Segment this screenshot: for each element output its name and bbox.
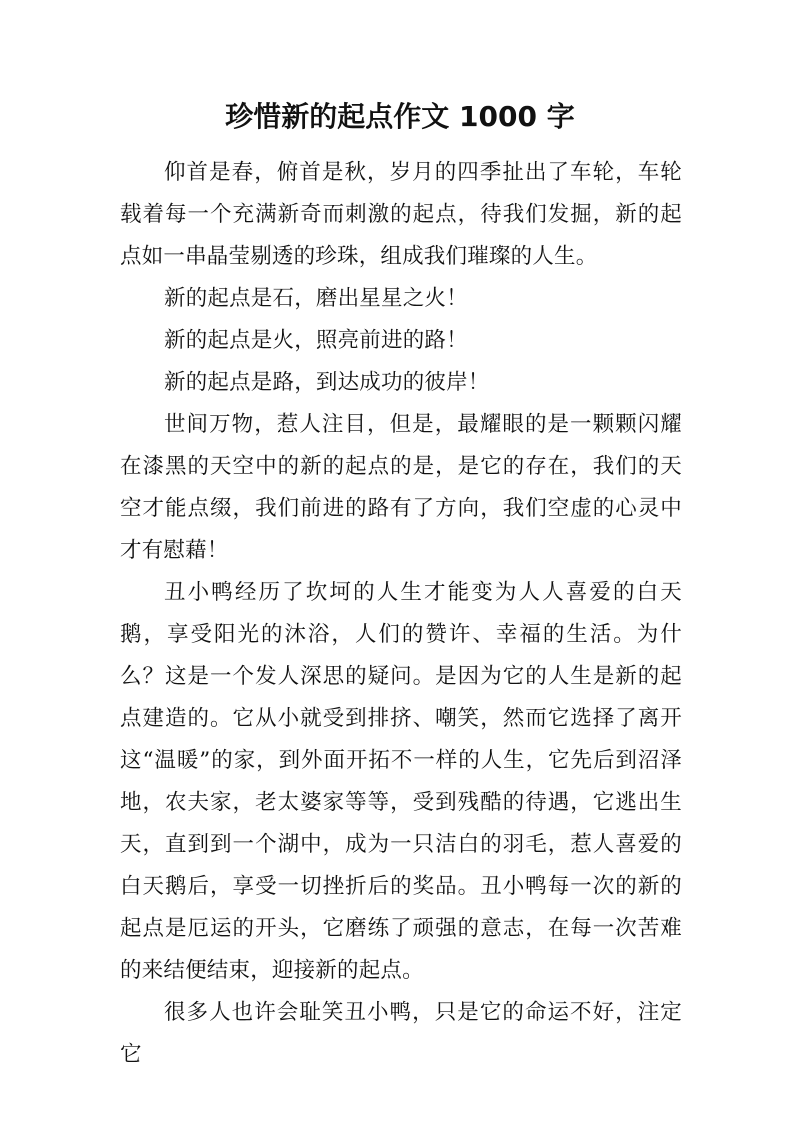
paragraph: 很多人也许会耻笑丑小鸭，只是它的命运不好，注定它 [120, 1000, 682, 1067]
paragraph: 丑小鸭经历了坎坷的人生才能变为人人喜爱的白天鹅，享受阳光的沐浴，人们的赞许、幸福的生活。为什么？这是一个发人深思的疑问。是因为它的人生是新的起点建造的。它从小就受到排挤、嘲笑，然而它选择了离开这“温暖”的家，到外面开拓不一样的人生，它先后到沼泽地，农夫家，老太婆家等等，受到残酷的待遇，它逃出生天，直到到一个湖中，成为一只洁白的羽毛，惹人喜爱的白天鹅后，享受一切挫折后的奖品。丑小鸭每一次的新的起点是厄运的开头，它磨练了顽强的意志，在每一次苦难的来结便结束，迎接新的起点。 [120, 580, 682, 983]
paragraph: 新的起点是石，磨出星星之火！ [164, 286, 468, 311]
paragraph: 新的起点是路，到达成功的彼岸！ [164, 370, 490, 395]
paragraph: 新的起点是火，照亮前进的路！ [164, 328, 468, 353]
document-title: 珍惜新的起点作文 1000 字 [225, 100, 575, 133]
paragraph: 仰首是春，俯首是秋，岁月的四季扯出了车轮，车轮载着每一个充满新奇而刺激的起点，待我们发掘，新的起点如一串晶莹剔透的珍珠，组成我们璀璨的人生。 [120, 160, 682, 269]
document-body [120, 152, 682, 1076]
paragraph: 世间万物，惹人注目，但是，最耀眼的是一颗颗闪耀在漆黑的天空中的新的起点的是，是它的存在，我们的天空才能点缀，我们前进的路有了方向，我们空虚的心灵中才有慰藉！ [120, 412, 682, 563]
